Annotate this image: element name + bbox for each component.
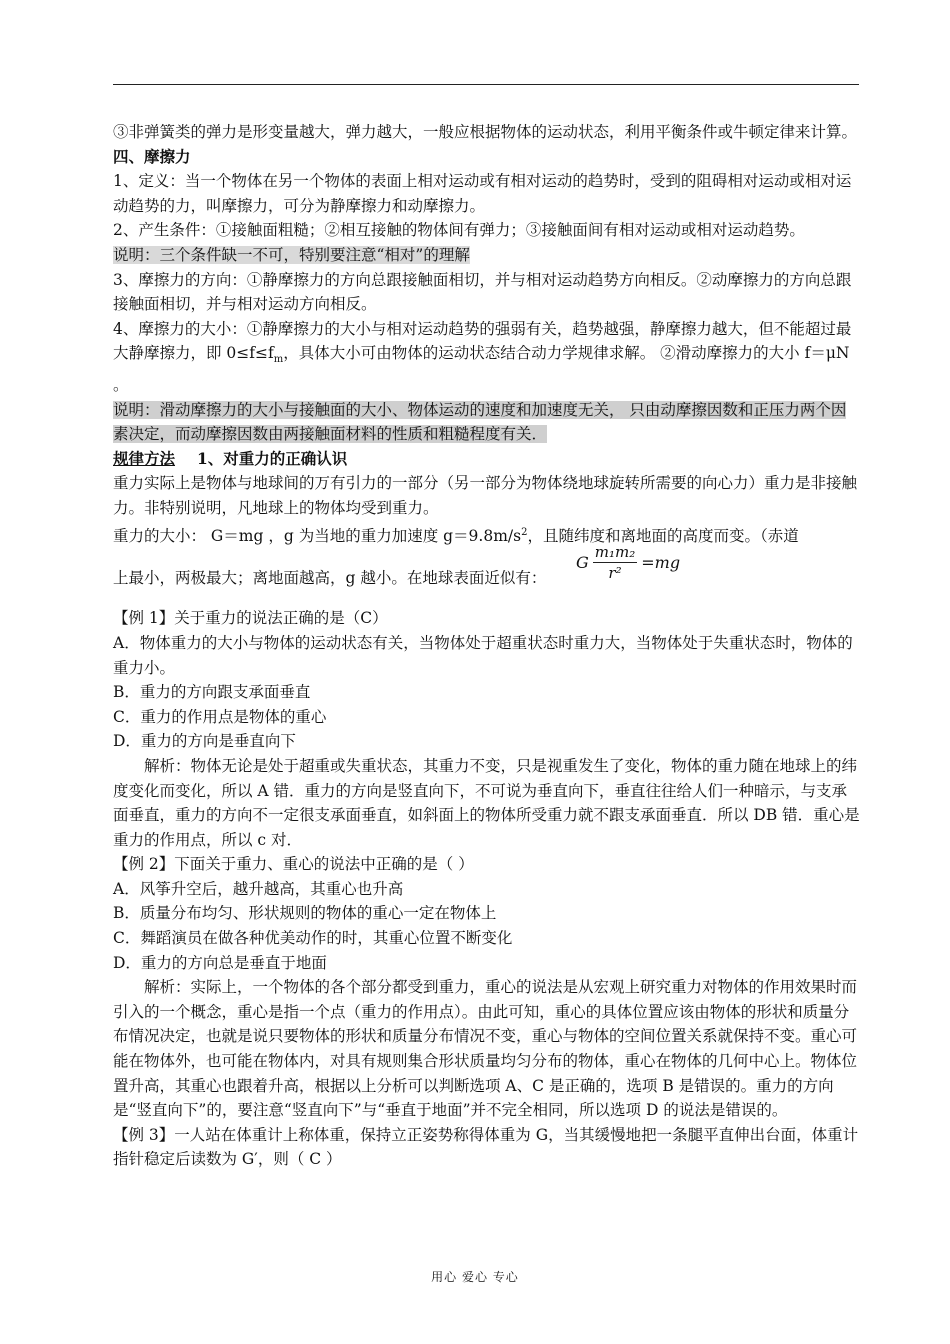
example-1-solution: 解析：物体无论是处于超重或失重状态，其重力不变，只是视重发生了变化，物体的重力随在地球上的纬度变化而变化，所以 A 错．重力的方向是竖直向下，不可说为垂直向下，垂直往往给人们一种暗示，与支承面垂直，重力的方向不一定很支承面垂直，如斜面上的物体所受重力就不跟支承面垂直．所以 DB 错．重心是重力的作用点，所以 c 对． (113, 756, 860, 849)
formula-fraction: $\frac{\text{m₁m₂}}{\text{r²}}$ (594, 543, 636, 583)
example-1-question: 【例 1】关于重力的说法正确的是（C） (113, 609, 388, 628)
highlight-note-sliding: 说明：滑动摩擦力的大小与接触面的大小、物体运动的速度和加速度无关， 只由动摩擦因数和正压力两个因素决定，而动摩擦因数由两接触面材料的性质和粗糙程度有关． (113, 400, 847, 444)
header-rule (113, 84, 859, 85)
example-1-option-d: D．重力的方向是垂直向下 (113, 732, 296, 751)
highlight-note-conditions: 说明：三个条件缺一不可，特别要注意“相对”的理解 (113, 245, 470, 264)
note-conditions (113, 243, 861, 268)
method-heading (113, 447, 861, 472)
example-2-option-d: D．重力的方向总是垂直于地面 (113, 953, 327, 972)
example-1-option-c: C．重力的作用点是物体的重心 (113, 707, 327, 726)
example-2-option-b: B．质量分布均匀、形状规则的物体的重心一定在物体上 (113, 904, 497, 923)
note-sliding-friction (113, 398, 861, 447)
example-1-option-b: B．重力的方向跟支承面垂直 (113, 683, 311, 702)
paragraph-gravity-formula: 上最小，两极最大；离地面越高，g 越小。在地球表面近似有： G $\frac{\text{m₁m₂}}{\text{r²}}$ =mg (113, 543, 681, 588)
gravitation-formula: G $\frac{\text{m₁m₂}}{\text{r²}}$ =mg (576, 543, 681, 583)
document-body (113, 120, 861, 1172)
paragraph-elastic-note: ③非弹簧类的弹力是形变量越大，弹力越大，一般应根据物体的运动状态，利用平衡条件或牛顿定律来计算。 (113, 123, 858, 141)
method-title: 1、对重力的正确认识 (197, 448, 348, 468)
example-2-option-c: C．舞蹈演员在做各种优美动作的时，其重心位置不断变化 (113, 929, 513, 948)
paragraph-gravity-size: 重力的大小： G＝mg ，g 为当地的重力加速度 $g=9.8m/s^2$，且随纬度和离地面的高度而变。（赤道 (113, 526, 799, 545)
paragraph-conditions: 2、产生条件：①接触面粗糙；②相互接触的物体间有弹力；③接触面间有相对运动或相对运动趋势。 (113, 221, 805, 240)
section-heading-friction: 四、摩擦力 (113, 146, 191, 166)
paragraph-magnitude: 4、摩擦力的大小：①静摩擦力的大小与相对运动趋势的强弱有关，趋势越强，静摩擦力越大，但不能超过最大静摩擦力，即 $0\le f\le f_m$，具体大小可由物体的运动状态结合动力学规律求解。 ②滑动摩擦力的大小 f＝μN 。 (113, 319, 852, 395)
paragraph-gravity-nature: 重力实际上是物体与地球间的万有引力的一部分（另一部分为物体绕地球旋转所需要的向心力）重力是非接触力。非特别说明，凡地球上的物体均受到重力。 (113, 474, 858, 517)
example-2-solution: 解析：实际上，一个物体的各个部分都受到重力，重心的说法是从宏观上研究重力对物体的作用效果时而引入的一个概念，重心是指一个点（重力的作用点）。由此可知，重心的具体位置应该由物体的形状和质量分布情况决定，也就是说只要物体的形状和质量分布情况不变，重心与物体的空间位置关系就保持不变。重心可能在物体外，也可能在物体内，对具有规则集合形状质量均匀分布的物体，重心在物体的几何中心上。物体位置升高，其重心也跟着升高，根据以上分析可以判断选项 A、C 是正确的，选项 B 是错误的。重力的方向是“竖直向下”的，要注意“竖直向下”与“垂直于地面”并不完全相同，所以选项 D 的说法是错误的。 (113, 978, 858, 1120)
example-3-question: 【例 3】一人站在体重计上称体重，保持立正姿势称得体重为 G，当其缓慢地把一条腿平直伸出台面，体重计指针稳定后读数为 G′，则（ C ） (113, 1125, 859, 1169)
example-2-option-a: A．风筝升空后，越升越高，其重心也升高 (113, 879, 404, 898)
paragraph-definition: 1、定义：当一个物体在另一个物体的表面上相对运动或有相对运动的趋势时，受到的阻碍相对运动或相对运动趋势的力，叫摩擦力，可分为静摩擦力和动摩擦力。 (113, 172, 852, 215)
example-1-option-a: A．物体重力的大小与物体的运动状态有关，当物体处于超重状态时重力大，当物体处于失重状态时，物体的重力小。 (113, 633, 853, 677)
example-2-question: 【例 2】下面关于重力、重心的说法中正确的是（ ） (113, 855, 474, 874)
paragraph-direction: 3、摩擦力的方向：①静摩擦力的方向总跟接触面相切，并与相对运动趋势方向相反。②动摩擦力的方向总跟接触面相切，并与相对运动方向相反。 (113, 270, 852, 314)
method-label: 规律方法 (113, 448, 176, 468)
page-footer: 用心 爱心 专心 (431, 1270, 519, 1284)
